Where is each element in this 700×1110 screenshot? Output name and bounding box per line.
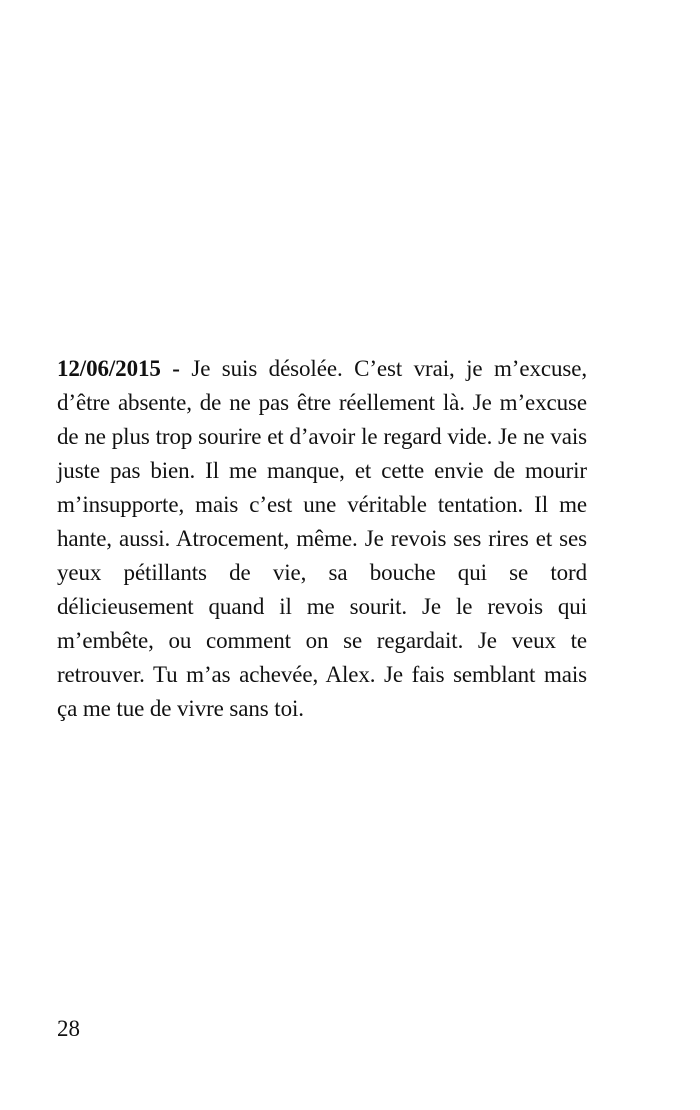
diary-entry (57, 352, 587, 726)
entry-text: Je suis désolée. C’est vrai, je m’excuse, d’être absente, de ne pas être réellement là. Je m’excuse de ne plus trop sourire et d’avoir le regard vide. Je ne vais juste pas bien. Il me manque, et cette envie de mourir m’insupporte, mais c’est une véritable tentation. Il me hante, aussi. Atrocement, même. Je revois ses rires et ses yeux pétillants de vie, sa bouche qui se tord délicieusement quand il me sourit. Je le revois qui m’embête, ou comment on se regardait. Je veux te retrouver. Tu m’as achevée, Alex. Je fais semblant mais ça me tue de vivre sans toi. (57, 356, 587, 721)
page-number: 28 (57, 1016, 80, 1041)
entry-date: 12/06/2015 - (57, 356, 180, 381)
